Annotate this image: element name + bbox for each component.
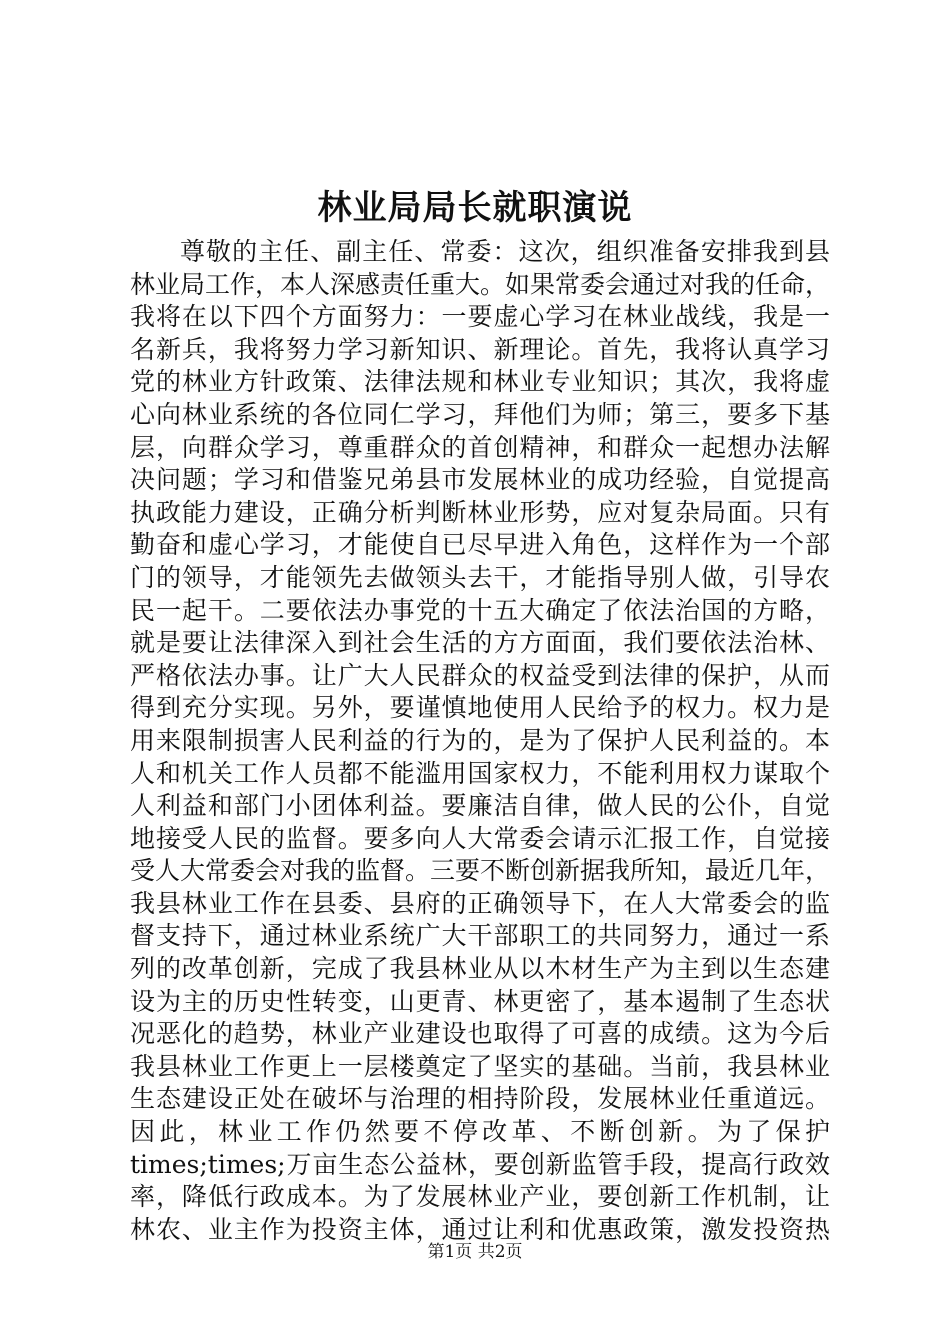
body-line: 门的领导，才能领先去做领头去干，才能指导别人做，引导农 <box>130 562 830 592</box>
page-footer: 第1页 共2页 <box>427 1242 523 1262</box>
body-line: 地接受人民的监督。要多向人大常委会请示汇报工作，自觉接 <box>130 823 830 853</box>
document-title: 林业局局长就职演说 <box>317 188 633 228</box>
body-line: 得到充分实现。另外，要谨慎地使用人民给予的权力。权力是 <box>130 693 830 723</box>
body-line: 生态建设正处在破坏与治理的相持阶段，发展林业任重道远。 <box>130 1084 830 1114</box>
body-line: 列的改革创新，完成了我县林业从以木材生产为主到以生态建 <box>130 954 830 984</box>
body-line: 督支持下，通过林业系统广大干部职工的共同努力，通过一系 <box>130 921 830 951</box>
body-line: 况恶化的趋势，林业产业建设也取得了可喜的成绩。这为今后 <box>130 1019 830 1049</box>
body-line: 我县林业工作更上一层楼奠定了坚实的基础。当前，我县林业 <box>130 1051 830 1081</box>
body-line: 人和机关工作人员都不能滥用国家权力，不能利用权力谋取个 <box>130 758 830 788</box>
body-line: 林农、业主作为投资主体，通过让利和优惠政策，激发投资热 <box>130 1214 830 1244</box>
body-line: 党的林业方针政策、法律法规和林业专业知识；其次，我将虚 <box>130 367 830 397</box>
body-line: 用来限制损害人民利益的行为的，是为了保护人民利益的。本 <box>130 725 830 755</box>
body-line: 严格依法办事。让广大人民群众的权益受到法律的保护，从而 <box>130 660 830 690</box>
body-line: 我将在以下四个方面努力：一要虚心学习在林业战线，我是一 <box>130 302 830 332</box>
body-line: times;times;万亩生态公益林，要创新监管手段，提高行政效 <box>130 1149 830 1179</box>
body-line: 层，向群众学习，尊重群众的首创精神，和群众一起想办法解 <box>130 432 830 462</box>
body-line: 林业局工作，本人深感责任重大。如果常委会通过对我的任命， <box>130 269 831 299</box>
body-line: 因此，林业工作仍然要不停改革、不断创新。为了保护 <box>130 1117 830 1147</box>
body-line: 执政能力建设，正确分析判断林业形势，应对复杂局面。只有 <box>130 497 830 527</box>
body-line: 就是要让法律深入到社会生活的方方面面，我们要依法治林、 <box>130 628 830 658</box>
body-line: 我县林业工作在县委、县府的正确领导下，在人大常委会的监 <box>130 888 830 918</box>
document-body <box>130 236 830 1246</box>
body-line: 名新兵，我将努力学习新知识、新理论。首先，我将认真学习 <box>130 334 830 364</box>
body-line: 人利益和部门小团体利益。要廉洁自律，做人民的公仆，自觉 <box>130 791 830 821</box>
body-line: 心向林业系统的各位同仁学习，拜他们为师；第三，要多下基 <box>130 399 830 429</box>
body-line: 民一起干。二要依法办事党的十五大确定了依法治国的方略， <box>130 595 830 625</box>
body-line: 决问题；学习和借鉴兄弟县市发展林业的成功经验，自觉提高 <box>130 465 830 495</box>
body-line: 尊敬的主任、副主任、常委：这次，组织准备安排我到县 <box>180 237 830 266</box>
body-line: 设为主的历史性转变，山更青、林更密了，基本遏制了生态状 <box>130 986 830 1016</box>
body-line: 率，降低行政成本。为了发展林业产业，要创新工作机制，让 <box>130 1182 830 1212</box>
body-line: 受人大常委会对我的监督。三要不断创新据我所知，最近几年， <box>130 856 831 886</box>
body-line: 勤奋和虚心学习，才能使自已尽早进入角色，这样作为一个部 <box>130 530 830 560</box>
